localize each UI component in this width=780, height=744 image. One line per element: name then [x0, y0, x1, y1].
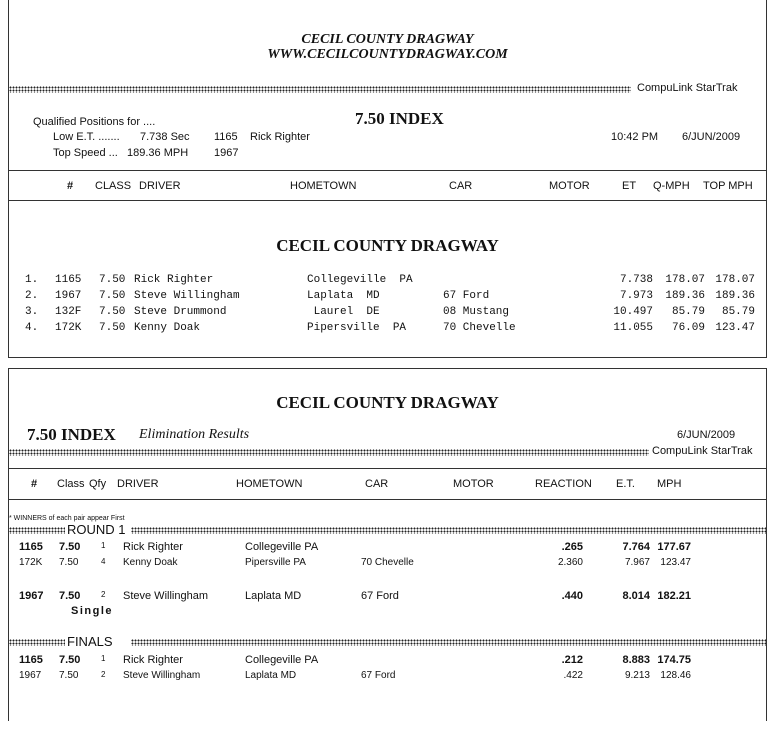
row-et: 8.014	[622, 590, 650, 602]
top-speed-value: 189.36 MPH	[127, 147, 189, 159]
row-class: 7.50	[99, 274, 126, 286]
col-reaction: REACTION	[535, 478, 592, 490]
row-mph: 123.47	[660, 557, 691, 568]
row-car: 08 Mustang	[443, 306, 510, 318]
row-topmph: 123.47	[715, 322, 755, 334]
row-driver: Steve Willingham	[134, 290, 240, 302]
track-title: CECIL COUNTY DRAGWAY	[276, 393, 499, 412]
row-et: 7.738	[619, 274, 653, 286]
row-car: 67 Ford	[361, 590, 399, 602]
elimination-sheet	[8, 368, 767, 721]
row-qmph: 76.09	[671, 322, 705, 334]
top-speed-number: 1967	[214, 147, 239, 159]
row-car: 70 Chevelle	[443, 322, 516, 334]
row-qmph: 178.07	[665, 274, 705, 286]
row-position: 3.	[25, 306, 39, 318]
row-qfy: 2	[101, 670, 106, 679]
dotted-rule	[9, 86, 631, 93]
row-reaction: .422	[563, 670, 583, 681]
divider	[9, 468, 766, 469]
track-website: WWW.CECILCOUNTYDRAGWAY.COM	[267, 47, 508, 62]
col-hometown: HOMETOWN	[236, 478, 303, 490]
row-topmph: 189.36	[715, 290, 755, 302]
row-et: 10.497	[613, 306, 653, 318]
row-number: 1165	[55, 274, 82, 286]
finals-label: FINALS	[67, 634, 113, 649]
row-class: 7.50	[99, 290, 126, 302]
row-car: 67 Ford	[361, 670, 396, 681]
index-title: 7.50 INDEX	[355, 109, 444, 128]
row-et: 7.967	[624, 557, 650, 568]
row-mph: 182.21	[657, 590, 691, 602]
row-driver: Steve Drummond	[134, 306, 227, 318]
row-et: 7.764	[622, 541, 650, 553]
row-topmph: 85.79	[721, 306, 755, 318]
row-reaction: .265	[561, 541, 583, 553]
row-hometown: Pipersville PA	[245, 557, 306, 568]
row-position: 2.	[25, 290, 39, 302]
row-number: 172K	[19, 557, 43, 568]
row-et: 11.055	[613, 322, 653, 334]
row-driver: Rick Righter	[123, 654, 183, 666]
row-qmph: 85.79	[671, 306, 705, 318]
dotted-rule	[9, 639, 65, 646]
low-et-driver: Rick Righter	[250, 131, 310, 143]
row-mph: 177.67	[657, 541, 691, 553]
time: 10:42 PM	[611, 131, 659, 143]
row-driver: Kenny Doak	[123, 557, 178, 568]
col-class: Class	[57, 478, 85, 490]
col-et: E.T.	[616, 478, 635, 490]
row-class: 7.50	[99, 322, 126, 334]
divider	[9, 200, 766, 201]
row-hometown: Laplata MD	[245, 670, 297, 681]
col-qfy: Qfy	[89, 478, 107, 490]
row-et: 8.883	[622, 654, 650, 666]
winners-note: * WINNERS of each pair appear First	[9, 515, 125, 522]
row-position: 4.	[25, 322, 39, 334]
row-number: 132F	[55, 306, 82, 318]
row-hometown: Laplata MD	[245, 590, 302, 602]
row-et: 9.213	[624, 670, 650, 681]
dotted-rule	[9, 449, 649, 456]
row-hometown: Collegeville PA	[245, 654, 319, 666]
col-num: #	[67, 180, 74, 192]
dotted-rule	[131, 639, 766, 646]
date: 6/JUN/2009	[677, 429, 736, 441]
col-driver: DRIVER	[117, 478, 159, 490]
row-mph: 128.46	[660, 670, 691, 681]
row-qfy: 1	[101, 654, 106, 663]
elimination-subtitle: Elimination Results	[139, 427, 250, 442]
col-motor: MOTOR	[549, 180, 590, 192]
row-driver: Rick Righter	[134, 274, 214, 286]
divider	[9, 170, 766, 171]
row-qfy: 2	[101, 590, 106, 599]
row-et: 7.973	[619, 290, 653, 302]
row-qmph: 189.36	[665, 290, 705, 302]
row-driver: Steve Willingham	[123, 590, 208, 602]
dotted-rule	[9, 527, 65, 534]
row-qfy: 1	[101, 541, 106, 550]
row-class: 7.50	[99, 306, 126, 318]
col-class: CLASS	[95, 180, 132, 192]
date: 6/JUN/2009	[682, 131, 741, 143]
col-car: CAR	[365, 478, 389, 490]
row-car: 67 Ford	[443, 290, 490, 302]
qualifying-sheet	[8, 0, 767, 358]
row-number: 172K	[55, 322, 82, 334]
row-number: 1967	[19, 670, 42, 681]
row-number: 1165	[19, 654, 43, 666]
low-et-value: 7.738 Sec	[140, 131, 190, 143]
track-title: CECIL COUNTY DRAGWAY	[301, 32, 474, 47]
row-number: 1967	[19, 590, 44, 602]
row-hometown: Laplata MD	[307, 290, 380, 302]
low-et-number: 1165	[214, 131, 238, 143]
divider	[9, 499, 766, 500]
index-title: 7.50 INDEX	[27, 425, 116, 444]
dotted-rule	[131, 527, 766, 534]
single-label: Single	[71, 605, 114, 617]
row-class: 7.50	[59, 557, 79, 568]
row-position: 1.	[25, 274, 39, 286]
row-mph: 174.75	[657, 654, 691, 666]
qualified-label: Qualified Positions for ....	[33, 116, 156, 128]
row-driver: Kenny Doak	[134, 322, 201, 334]
row-number: 1165	[19, 541, 43, 553]
row-class: 7.50	[59, 670, 79, 681]
row-car: 70 Chevelle	[361, 557, 414, 568]
row-hometown: Collegeville PA	[307, 274, 413, 286]
row-number: 1967	[55, 290, 82, 302]
round1-label: ROUND 1	[67, 522, 126, 537]
col-mph: MPH	[657, 478, 682, 490]
row-reaction: .212	[561, 654, 583, 666]
col-motor: MOTOR	[453, 478, 494, 490]
row-hometown: Pipersville PA	[307, 322, 407, 334]
row-hometown: Laurel DE	[307, 306, 380, 318]
col-hometown: HOMETOWN	[290, 180, 357, 192]
col-et: ET	[622, 180, 637, 192]
row-driver: Steve Willingham	[123, 670, 201, 681]
col-car: CAR	[449, 180, 473, 192]
col-topmph: TOP MPH	[703, 180, 753, 192]
software-label: CompuLink StarTrak	[637, 82, 738, 94]
row-class: 7.50	[59, 590, 81, 602]
software-label: CompuLink StarTrak	[652, 445, 753, 457]
section-title: CECIL COUNTY DRAGWAY	[276, 236, 499, 255]
col-driver: DRIVER	[139, 180, 181, 192]
row-qfy: 4	[101, 557, 106, 566]
row-driver: Rick Righter	[123, 541, 183, 553]
row-topmph: 178.07	[715, 274, 755, 286]
row-reaction: .440	[561, 590, 583, 602]
top-speed-label: Top Speed ...	[53, 147, 118, 159]
col-qmph: Q-MPH	[653, 180, 690, 192]
row-class: 7.50	[59, 654, 81, 666]
row-hometown: Collegeville PA	[245, 541, 319, 553]
row-class: 7.50	[59, 541, 81, 553]
col-num: #	[31, 478, 38, 490]
low-et-label: Low E.T. .......	[53, 131, 120, 143]
row-reaction: 2.360	[557, 557, 583, 568]
